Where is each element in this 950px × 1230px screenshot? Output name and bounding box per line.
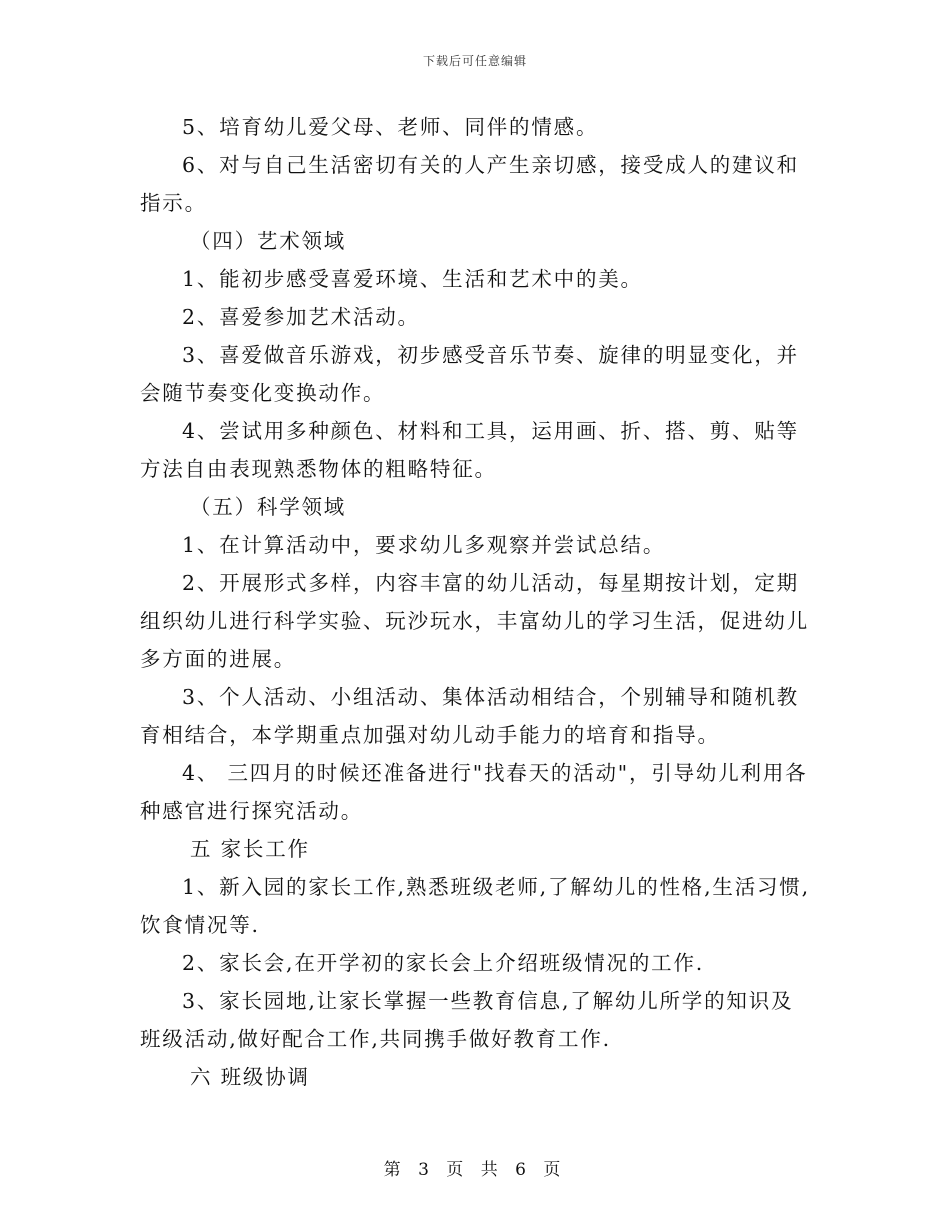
paragraph: 1、新入园的家长工作,熟悉班级老师,了解幼儿的性格,生活习惯,饮食情况等.: [140, 875, 810, 937]
paragraph: 2、家长会,在开学初的家长会上介绍班级情况的工作.: [182, 951, 705, 975]
paragraph: 3、喜爱做音乐游戏，初步感受音乐节奏、旋律的明显变化，并会随节奏变化变换动作。: [140, 343, 799, 405]
paragraph: 2、喜爱参加艺术活动。: [182, 305, 420, 329]
paragraph: 5、培育幼儿爱父母、老师、同伴的情感。: [182, 115, 599, 139]
section-heading: 六 班级协调: [190, 1065, 310, 1089]
paragraph: 6、对与自己生活密切有关的人产生亲切感，接受成人的建议和指示。: [140, 153, 799, 215]
paragraph: 4、 三四月的时候还准备进行"找春天的活动"，引导幼儿利用各种感官进行探究活动。: [140, 761, 808, 823]
section-heading: 五 家长工作: [190, 837, 310, 861]
document-body: [140, 108, 812, 1096]
page-number-footer: 第 3 页 共 6 页: [383, 1160, 567, 1180]
section-heading: （四）艺术领域: [190, 229, 347, 253]
paragraph: 3、个人活动、小组活动、集体活动相结合，个别辅导和随机教育相结合，本学期重点加强对幼儿动手能力的培育和指导。: [140, 685, 799, 747]
paragraph: 1、能初步感受喜爱环境、生活和艺术中的美。: [182, 267, 643, 291]
page-header: 下载后可任意编辑: [422, 54, 527, 68]
paragraph: 4、尝试用多种颜色、材料和工具，运用画、折、搭、剪、贴等方法自由表现熟悉物体的粗略特征。: [140, 419, 799, 481]
paragraph: 1、在计算活动中，要求幼儿多观察并尝试总结。: [182, 533, 666, 557]
paragraph: 3、家长园地,让家长掌握一些教育信息,了解幼儿所学的知识及班级活动,做好配合工作,共同携手做好教育工作.: [140, 989, 794, 1051]
paragraph: 2、开展形式多样，内容丰富的幼儿活动，每星期按计划，定期组织幼儿进行科学实验、玩沙玩水，丰富幼儿的学习生活，促进幼儿多方面的进展。: [140, 571, 809, 671]
section-heading: （五）科学领域: [190, 495, 347, 519]
